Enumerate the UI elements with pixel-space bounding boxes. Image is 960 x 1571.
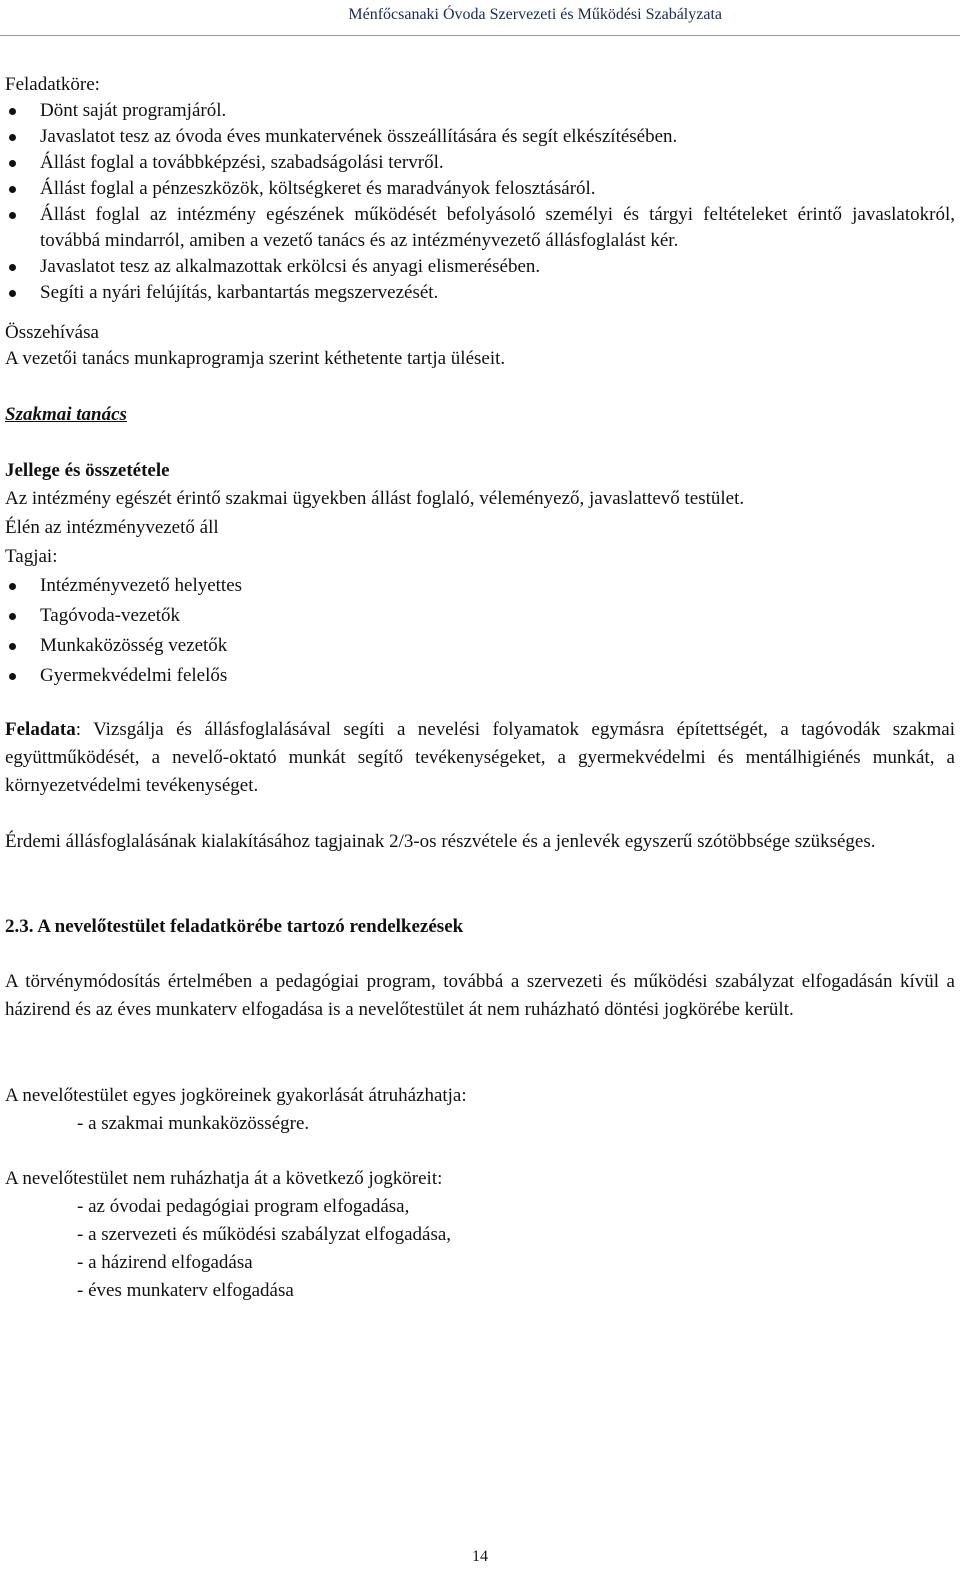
list-item: Állást foglal a továbbképzési, szabadságolási tervről. [5,150,955,176]
section-2-3-heading: 2.3. A nevelőtestület feladatkörébe tartozó rendelkezések [5,916,464,937]
section-para-1: A törvénymódosítás értelmében a pedagógiai program, továbbá a szervezeti és működési szabályzat elfogadásán kívül a házirend és az éves munkaterv elfogadása is a nevelőtestület át nem ruházható döntési jogkörébe került. [5,971,955,1020]
members-list [5,571,955,691]
list-item: Tagóvoda-vezetők [5,601,955,631]
list-item: Állást foglal az intézmény egészének működését befolyásoló személyi és tárgyi feltételeket érintő javaslatokról, továbbá mindarról, amiben a vezető tanács és az intézményvezető állásfoglalást kér. [5,202,955,254]
list-item: Munkaközösség vezetők [5,631,955,661]
list-item: - a házirend elfogadása [77,1252,253,1273]
jellege-line-1: Az intézmény egészét érintő szakmai ügyekben állást foglaló, véleményező, javaslattevő testület. [5,488,745,509]
jellege-heading: Jellege és összetétele [5,460,170,481]
osszehivasa-text: A vezetői tanács munkaprogramja szerint kéthetente tartja üléseit. [5,348,506,369]
list-item: Állást foglal a pénzeszközök, költségkeret és maradványok felosztásáról. [5,176,955,202]
section-para-2: A nevelőtestület egyes jogköreinek gyakorlását átruházhatja: [5,1085,467,1106]
osszehivasa-label: Összehívása [5,322,99,343]
feladatkore-label: Feladatköre: [5,74,100,95]
document-body [5,72,955,1305]
header-rule [0,35,960,36]
list-item: Gyermekvédelmi felelős [5,661,955,691]
feladata-label: Feladata [5,719,76,740]
feladata-text: : Vizsgálja és állásfoglalásával segíti a nevelési folyamatok egymásra építettségét, a tagóvodák szakmai együttműködését, a nevelő-oktató munkát segítő tevékenységeket, a gyermekvédelmi és mentálhigiénés munkát, a környezetvédelmi tevékenységet. [5,719,955,796]
feladata-paragraph [5,716,955,800]
list-item: - a szervezeti és működési szabályzat elfogadása, [77,1224,452,1245]
tagjai-label: Tagjai: [5,546,58,567]
list-item: Javaslatot tesz az óvoda éves munkatervének összeállítására és segít elkészítésében. [5,124,955,150]
list-item: Dönt saját programjáról. [5,98,955,124]
list-item: - a szakmai munkaközösségre. [77,1113,310,1134]
list-item: - az óvodai pedagógiai program elfogadása, [77,1196,410,1217]
feladatkore-list [5,98,955,306]
jellege-line-2: Élén az intézményvezető áll [5,517,219,538]
szakmai-tanacs-heading: Szakmai tanács [5,404,127,425]
page-number: 14 [472,1548,488,1565]
list-item: Segíti a nyári felújítás, karbantartás megszervezését. [5,280,955,306]
list-item: - éves munkaterv elfogadása [77,1280,294,1301]
section-para-3: A nevelőtestület nem ruházhatja át a következő jogköreit: [5,1168,443,1189]
list-item: Javaslatot tesz az alkalmazottak erkölcsi és anyagi elismerésében. [5,254,955,280]
list-item: Intézményvezető helyettes [5,571,955,601]
erdemi-paragraph: Érdemi állásfoglalásának kialakításához tagjainak 2/3-os részvétele és a jenlevék egyszerű szótöbbsége szükséges. [5,831,876,852]
running-header: Ménfőcsanaki Óvoda Szervezeti és Működési Szabályzata [348,6,722,23]
